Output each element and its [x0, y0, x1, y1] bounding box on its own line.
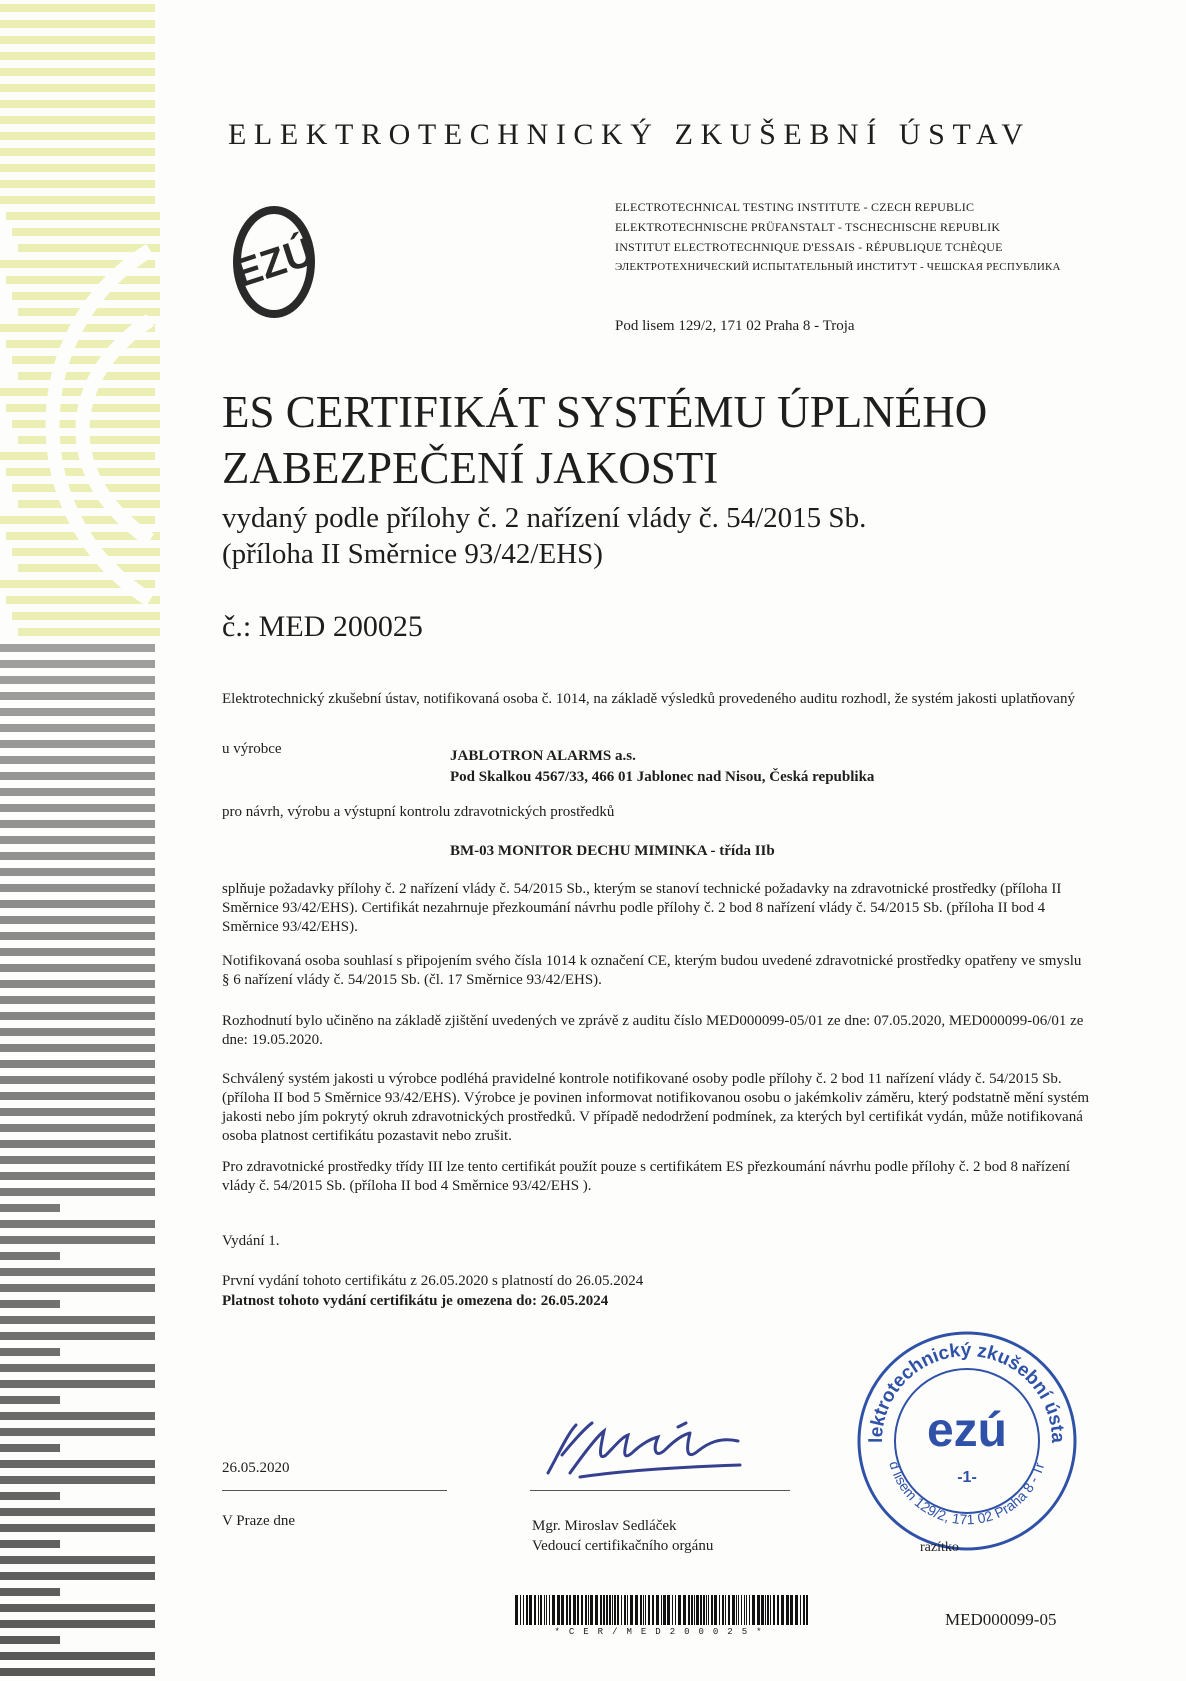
stripe	[6, 212, 160, 220]
stripe	[0, 948, 155, 956]
barcode-bar	[643, 1595, 644, 1625]
barcode-bar	[749, 1595, 750, 1625]
svg-text:Pod lisem 129/2, 171 02 Praha: d lisem 129/2, 171 02 Praha 8 - Tr	[886, 1459, 1048, 1528]
stripe	[0, 804, 155, 812]
barcode-bar	[761, 1595, 764, 1625]
barcode-bar	[663, 1595, 666, 1625]
stripe-pattern	[0, 0, 160, 1681]
barcode-bar	[688, 1595, 690, 1625]
svg-text:EZÚ: EZÚ	[232, 229, 316, 297]
barcode-bar	[630, 1595, 633, 1625]
stripe	[0, 1300, 60, 1308]
stripe	[0, 100, 155, 108]
certificate-subtitle-regulation: vydaný podle přílohy č. 2 nařízení vlády č. 54/2015 Sb.	[222, 502, 867, 534]
stripe	[0, 1268, 155, 1276]
stripe	[6, 340, 160, 348]
barcode-bar	[708, 1595, 709, 1625]
stripe	[0, 996, 155, 1004]
stripe	[0, 1108, 155, 1116]
stripe	[0, 20, 155, 28]
stripe	[0, 852, 155, 860]
barcode-bar	[706, 1595, 707, 1625]
barcode-bar	[803, 1595, 805, 1625]
stripe	[0, 1412, 155, 1420]
stripe	[0, 4, 155, 12]
stripe	[12, 292, 160, 300]
stripe	[0, 644, 155, 652]
first-issue-text: První vydání tohoto certifikátu z 26.05.2020 s platností do 26.05.2024	[222, 1273, 644, 1289]
svg-text:elektrotechnický zkušební ústa: lektrotechnický zkušební ústa	[865, 1339, 1069, 1444]
institute-name-en: ELECTROTECHNICAL TESTING INSTITUTE - CZECH REPUBLIC	[615, 200, 975, 214]
stripe	[0, 1508, 155, 1516]
stripe	[0, 1588, 60, 1596]
stripe	[0, 148, 155, 156]
stripe	[0, 916, 155, 924]
manufacturer-label: u výrobce	[222, 741, 282, 757]
scope-text: pro návrh, výrobu a výstupní kontrolu zdravotnických prostředků	[222, 804, 615, 820]
stripe	[0, 676, 155, 684]
document-reference: MED000099-05	[945, 1610, 1057, 1629]
barcode-bar	[526, 1595, 528, 1625]
barcode-bar	[711, 1595, 713, 1625]
barcode-bar	[765, 1595, 766, 1625]
stripe	[0, 84, 155, 92]
class-iii-paragraph: Pro zdravotnické prostředky třídy III lze tento certifikát použít pouze s certifikátem ES přezkoumání návrhu podle přílohy č. 2 bod 8 nařízení vlády č. 54/2015 Sb. (příloha II bod 4 Směrnice 93/42/EHS ).	[222, 1159, 1071, 1194]
intro-paragraph: Elektrotechnický zkušební ústav, notifikovaná osoba č. 1014, na základě výsledků provedeného auditu rozhodl, že systém jakosti uplatňovaný	[222, 691, 1075, 707]
stripe	[0, 1172, 155, 1180]
stripe	[0, 1220, 155, 1228]
stripe	[0, 1028, 155, 1036]
stripe	[18, 628, 160, 636]
institute-name-de: ELEKTROTECHNISCHE PRÜFANSTALT - TSCHECHISCHE REPUBLIK	[615, 220, 1001, 234]
stripe	[0, 820, 155, 828]
stripe	[0, 708, 155, 716]
stripe	[0, 132, 155, 140]
barcode-bar	[728, 1595, 730, 1625]
stripe	[0, 1012, 155, 1020]
barcode-bar	[600, 1595, 602, 1625]
barcode-bar	[544, 1595, 545, 1625]
stripe	[0, 1524, 155, 1532]
barcode-bar	[683, 1595, 686, 1625]
stripe	[0, 900, 155, 908]
certificate-number: č.: MED 200025	[222, 610, 423, 643]
barcode-bar	[656, 1595, 659, 1625]
barcode-bar	[609, 1595, 611, 1625]
stripe	[0, 1428, 155, 1436]
barcode-bar	[652, 1595, 654, 1625]
stamp-label: razítko	[920, 1540, 959, 1555]
stripe	[0, 1188, 155, 1196]
barcode-bar	[800, 1595, 801, 1625]
stripe	[0, 1332, 155, 1340]
barcode-bar	[606, 1595, 608, 1625]
barcode-bar	[691, 1595, 693, 1625]
barcode-bar	[661, 1595, 662, 1625]
barcode-bar	[675, 1595, 676, 1625]
stripe	[0, 1348, 60, 1356]
barcode	[515, 1595, 810, 1625]
barcode-bar	[529, 1595, 532, 1625]
stripe	[0, 116, 155, 124]
barcode-bar	[538, 1595, 539, 1625]
manufacturer-name: JABLOTRON ALARMS a.s.	[450, 748, 636, 764]
stripe	[0, 964, 155, 972]
barcode-bar	[719, 1595, 720, 1625]
signatory-name: Mgr. Miroslav Sedláček	[532, 1518, 677, 1534]
stripe	[0, 692, 155, 700]
stripe	[0, 1476, 155, 1484]
stripe	[0, 756, 155, 764]
barcode-bar	[790, 1595, 793, 1625]
barcode-bar	[520, 1595, 521, 1625]
barcode-bar	[523, 1595, 524, 1625]
stripe	[0, 1316, 155, 1324]
barcode-bar	[557, 1595, 560, 1625]
svg-text:ezú: ezú	[926, 1404, 1008, 1457]
barcode-bar	[714, 1595, 717, 1625]
stripe	[18, 500, 160, 508]
stripe	[0, 1668, 155, 1676]
stripe	[0, 1636, 60, 1644]
signature-line	[530, 1490, 790, 1491]
barcode-bar	[603, 1595, 605, 1625]
barcode-bar	[588, 1595, 589, 1625]
barcode-bar	[806, 1595, 808, 1625]
barcode-bar	[552, 1595, 555, 1625]
barcode-bar	[777, 1595, 779, 1625]
stripe	[0, 724, 155, 732]
ezu-logo	[232, 204, 316, 325]
stripe	[0, 452, 155, 460]
stripe	[12, 356, 160, 364]
stripe	[0, 1620, 155, 1628]
stripe	[12, 612, 160, 620]
stripe	[0, 1540, 60, 1548]
stripe	[0, 772, 155, 780]
certificate-subtitle-directive: (příloha II Směrnice 93/42/EHS)	[222, 538, 603, 570]
barcode-bar	[678, 1595, 681, 1625]
barcode-bar	[757, 1595, 760, 1625]
stripe	[0, 1140, 155, 1148]
barcode-bar	[549, 1595, 550, 1625]
stripe	[0, 1076, 155, 1084]
barcode-bar	[645, 1595, 646, 1625]
date-line	[222, 1490, 447, 1491]
barcode-bar	[612, 1595, 613, 1625]
stripe	[0, 740, 155, 748]
barcode-bar	[700, 1595, 702, 1625]
barcode-bar	[627, 1595, 628, 1625]
stripe	[0, 660, 155, 668]
stripe	[0, 1364, 155, 1372]
barcode-bar	[581, 1595, 583, 1625]
barcode-bar	[694, 1595, 695, 1625]
validity-text: Platnost tohoto vydání certifikátu je omezena do: 26.05.2024	[222, 1293, 609, 1309]
barcode-bar	[515, 1595, 518, 1625]
svg-text:-1-: -1-	[957, 1469, 977, 1486]
handwritten-signature	[540, 1415, 750, 1490]
barcode-bar	[561, 1595, 564, 1625]
barcode-bar	[621, 1595, 622, 1625]
barcode-bar	[767, 1595, 769, 1625]
barcode-bar	[741, 1595, 742, 1625]
institute-name-ru: ЭЛЕКТРОТЕХНИЧЕСКИЙ ИСПЫТАТЕЛЬНЫЙ ИНСТИТУТ - ЧЕШСКАЯ РЕСПУБЛИКА	[615, 261, 1061, 273]
institute-name-fr: INSTITUT ELECTROTECHNIQUE D'ESSAIS - RÉPUBLIQUE TCHÈQUE	[615, 240, 1003, 254]
stripe	[0, 1284, 155, 1292]
barcode-bar	[540, 1595, 542, 1625]
signatory-role: Vedoucí certifikačního orgánu	[532, 1538, 714, 1554]
stripe	[0, 1124, 155, 1132]
stripe	[18, 564, 160, 572]
stripe	[0, 1236, 155, 1244]
product-name: BM-03 MONITOR DECHU MIMINKA - třída IIb	[450, 843, 775, 859]
barcode-bar	[534, 1595, 536, 1625]
barcode-bar	[725, 1595, 726, 1625]
barcode-bar	[585, 1595, 587, 1625]
surveillance-paragraph: Schválený systém jakosti u výrobce podléhá pravidelné kontrole notifikované osoby podle přílohy č. 2 bod 11 nařízení vlády č. 54/2015 Sb. (příloha II bod 5 Směrnice 93/42/EHS). Výrobce je povinen informovat notifikovanou osobu o jakémkoliv záměru, který podstatně mění systém jakosti nebo jím pokrytý okruh zdravotnických prostředků. V případě nedodržení podmínek, za kterých byl certifikát vydán, může notifikovaná osoba platnost certifikátu pozastavit nebo zrušit.	[222, 1071, 1090, 1144]
barcode-bar	[635, 1595, 638, 1625]
stripe	[0, 52, 155, 60]
barcode-bar	[667, 1595, 670, 1625]
official-stamp	[852, 1326, 1082, 1561]
signature-date: 26.05.2020	[222, 1460, 290, 1476]
stripe	[12, 228, 160, 236]
barcode-bar	[640, 1595, 642, 1625]
stripe	[0, 68, 155, 76]
barcode-bar	[732, 1595, 735, 1625]
stripe	[0, 1572, 155, 1580]
stripe	[0, 1044, 155, 1052]
barcode-bar	[617, 1595, 619, 1625]
stripe	[0, 1204, 60, 1212]
barcode-bar	[746, 1595, 747, 1625]
ce-marking-paragraph: Notifikovaná osoba souhlasí s připojením svého čísla 1014 k označení CE, kterým budou uvedené zdravotnické prostředky opatřeny ve smyslu § 6 nařízení vlády č. 54/2015 Sb. (čl. 17 Směrnice 93/42/EHS).	[222, 953, 1082, 988]
barcode-bar	[722, 1595, 724, 1625]
stripe	[0, 1092, 155, 1100]
certificate-title: ES CERTIFIKÁT SYSTÉMU ÚPLNÉHO ZABEZPEČENÍ JAKOSTI	[222, 387, 988, 493]
stripe	[0, 1652, 155, 1660]
barcode-bar	[696, 1595, 699, 1625]
stripe	[0, 1556, 155, 1564]
barcode-bar	[672, 1595, 673, 1625]
stripe	[0, 1252, 60, 1260]
barcode-bar	[614, 1595, 616, 1625]
stripe	[0, 1060, 155, 1068]
barcode-bar	[786, 1595, 789, 1625]
barcode-bar	[744, 1595, 745, 1625]
barcode-bar	[781, 1595, 784, 1625]
barcode-bar	[569, 1595, 571, 1625]
barcode-bar	[773, 1595, 775, 1625]
stripe	[0, 1444, 60, 1452]
stripe	[0, 932, 155, 940]
stripe	[12, 484, 160, 492]
institute-address: Pod lisem 129/2, 171 02 Praha 8 - Troja	[615, 318, 855, 334]
stripe	[6, 276, 160, 284]
barcode-bar	[770, 1595, 771, 1625]
barcode-bar	[736, 1595, 737, 1625]
requirements-paragraph: splňuje požadavky přílohy č. 2 nařízení vlády č. 54/2015 Sb., kterým se stanoví technické požadavky na zdravotnické prostředky (příloha II Směrnice 93/42/EHS). Certifikát nezahrnuje přezkoumání návrhu podle přílohy č. 2 bod 8 nařízení vlády č. 54/2015 Sb. (příloha II bod 4 Směrnice 93/42/EHS).	[222, 881, 1062, 935]
barcode-bar	[703, 1595, 705, 1625]
stripe	[0, 196, 155, 204]
barcode-bar	[624, 1595, 626, 1625]
stripe	[0, 836, 155, 844]
audit-decision-paragraph: Rozhodnutí bylo učiněno na základě zjištění uvedených ve zprávě z auditu číslo MED000099-05/01 ze dne: 07.05.2020, MED000099-06/01 ze dne: 19.05.2020.	[222, 1013, 1084, 1048]
stripe	[0, 36, 155, 44]
stripe	[0, 788, 155, 796]
barcode-text: *CER/MED200025*	[554, 1627, 771, 1637]
stripe	[0, 164, 155, 172]
manufacturer-address: Pod Skalkou 4567/33, 466 01 Jablonec nad Nisou, Česká republika	[450, 769, 875, 785]
barcode-bar	[595, 1595, 598, 1625]
barcode-bar	[573, 1595, 576, 1625]
stripe	[0, 980, 155, 988]
institute-title: ELEKTROTECHNICKÝ ZKUŠEBNÍ ÚSTAV	[228, 118, 1031, 151]
signature-place: V Praze dne	[222, 1513, 296, 1529]
stripe	[0, 1492, 60, 1500]
barcode-bar	[752, 1595, 755, 1625]
stripe	[0, 1460, 155, 1468]
barcode-bar	[738, 1595, 739, 1625]
stripe	[0, 180, 155, 188]
barcode-bar	[648, 1595, 650, 1625]
stripe	[0, 388, 155, 396]
edition-text: Vydání 1.	[222, 1233, 280, 1249]
barcode-bar	[546, 1595, 547, 1625]
stripe	[0, 1604, 155, 1612]
barcode-bar	[590, 1595, 593, 1625]
stripe	[0, 1156, 155, 1164]
security-stripe-border	[0, 0, 160, 1681]
barcode-bar	[566, 1595, 568, 1625]
stripe	[0, 868, 155, 876]
barcode-bar	[577, 1595, 579, 1625]
stripe	[0, 1396, 60, 1404]
barcode-bar	[795, 1595, 798, 1625]
stripe	[0, 884, 155, 892]
stripe	[0, 1380, 155, 1388]
